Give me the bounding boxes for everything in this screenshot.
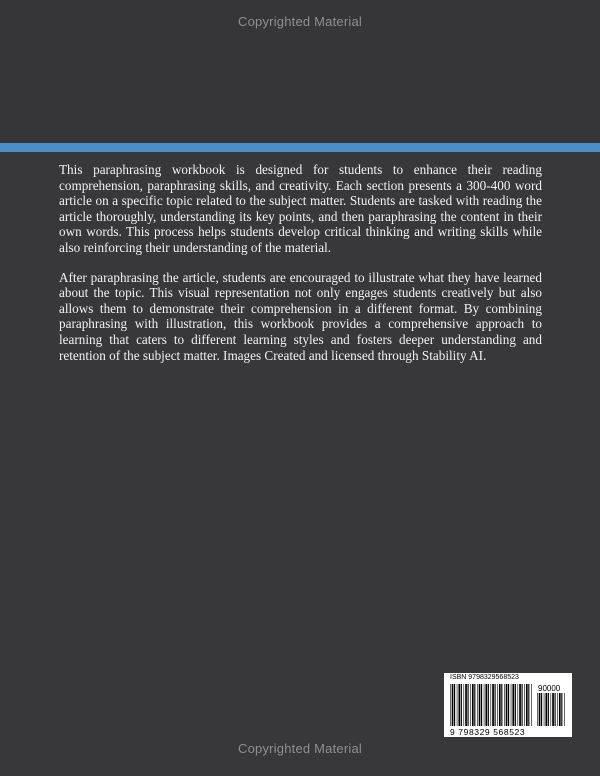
barcode-bars-icon [450, 684, 532, 726]
back-cover-blurb [59, 162, 542, 377]
barcode-addon-price: 90000 [538, 684, 561, 693]
barcode-addon-bars-icon [537, 693, 567, 726]
barcode-digits: 9 798329 568523 [450, 727, 526, 737]
isbn-label: ISBN 9798329568523 [450, 674, 519, 681]
blurb-paragraph: This paraphrasing workbook is designed for students to enhance their reading comprehension, paraphrasing skills, and creativity. Each section presents a 300-400 word article on a specific topic related to the subject matter. Students are tasked with reading the article thoroughly, understanding its key points, and then paraphrasing the content in their own words. This process helps students develop critical thinking and writing skills while also reinforcing their understanding of the material. [59, 162, 542, 255]
blurb-paragraph: After paraphrasing the article, students are encouraged to illustrate what they have learned about the topic. This visual representation not only engages students creatively but also allows them to demonstrate their comprehension in a different format. By combining paraphrasing with illustration, this workbook provides a comprehensive approach to learning that caters to different learning styles and fosters deeper understanding and retention of the subject matter. Images Created and licensed through Stability AI. [59, 269, 542, 363]
copyright-watermark-top: Copyrighted Material [238, 14, 362, 29]
copyright-watermark-bottom: Copyrighted Material [238, 741, 362, 756]
isbn-barcode [444, 673, 572, 737]
accent-stripe [0, 143, 600, 152]
